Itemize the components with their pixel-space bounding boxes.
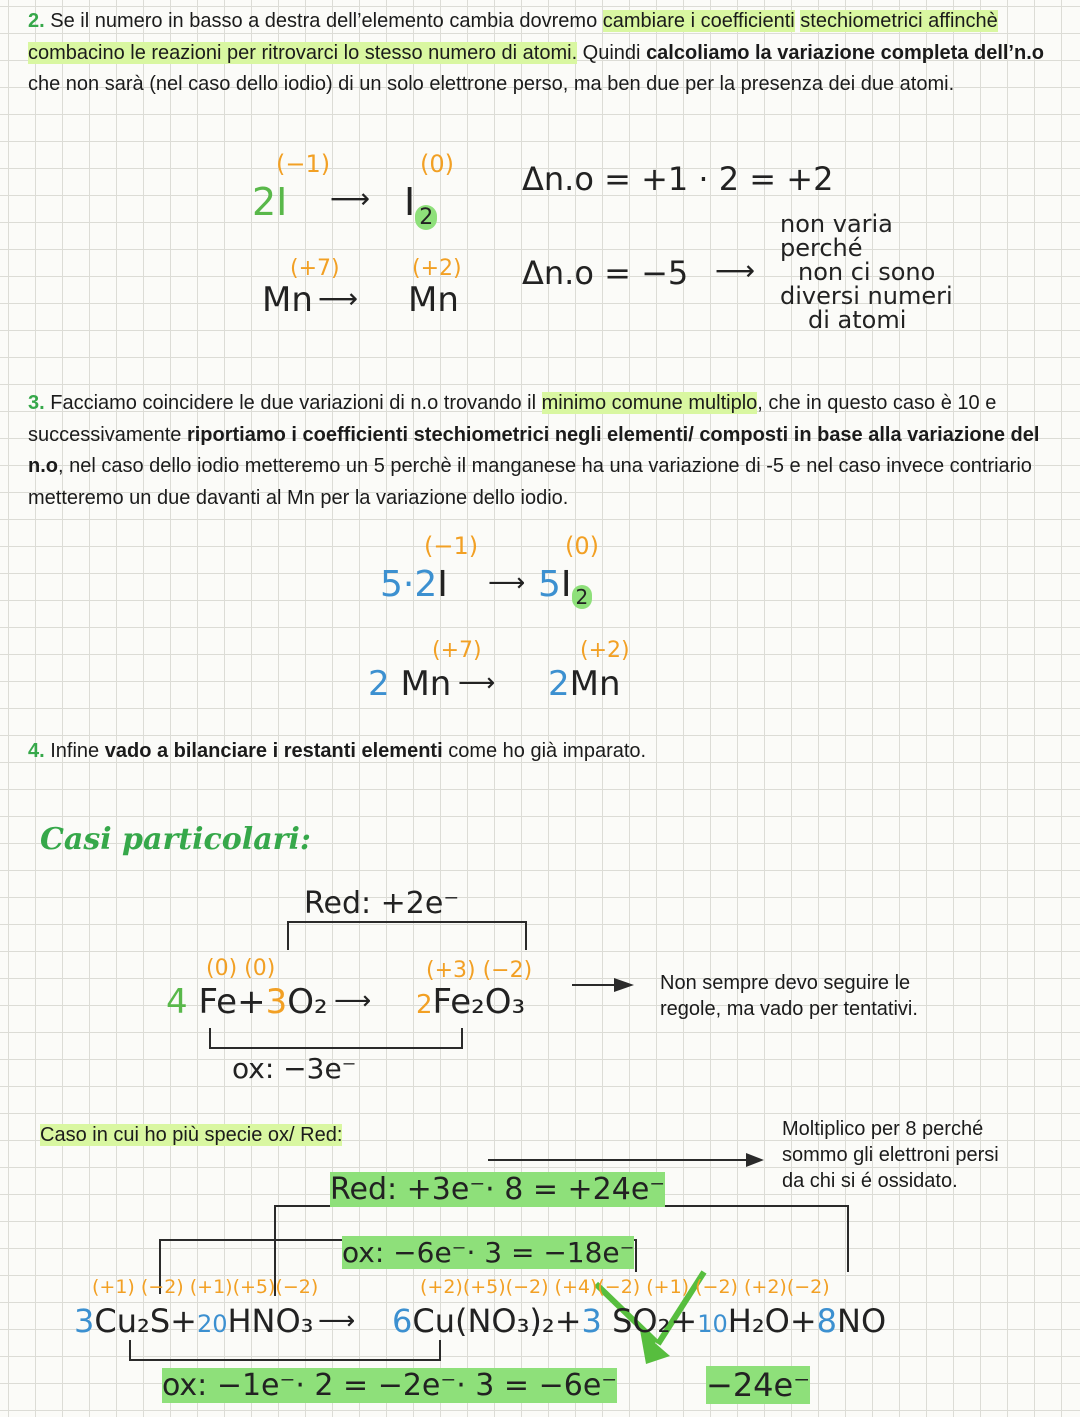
- ox-number: (+7): [432, 638, 482, 663]
- text: Quindi: [577, 41, 647, 64]
- equation-products: 6Cu(NO₃)₂+3 SO₂+10H₂O+8NO: [392, 1302, 887, 1340]
- step-number: 4.: [28, 740, 45, 762]
- bold-text: riportiamo i coefficienti stechiometrici negli elementi/ composti in base alla variazione del n.o: [28, 423, 1040, 477]
- ox-number: (0): [565, 532, 599, 560]
- text: , nel caso dello iodio metteremo un 5 perchè il manganese ha una variazione di -5 e nel caso invece contriario metteremo un due davanti al Mn per la variazione dello iodio.: [28, 455, 1032, 509]
- section-heading: Casi particolari:: [40, 822, 311, 857]
- ox-number: (+3) (−2): [426, 958, 533, 983]
- red-label: Red: +2e⁻: [304, 886, 460, 921]
- iodine-reactant: 2I: [252, 180, 288, 224]
- ox-number: (+2): [412, 256, 462, 281]
- text: come ho già imparato.: [442, 740, 647, 762]
- equation-reactants: 3Cu₂S+20HNO₃: [74, 1302, 314, 1340]
- mn-reactant: 2 Mn: [368, 664, 452, 704]
- ox-label: ox: −3e⁻: [232, 1052, 357, 1085]
- ox-top-label: ox: −6e⁻· 3 = −18e⁻: [342, 1236, 635, 1269]
- arrow-icon: ⟶: [318, 1306, 356, 1336]
- mn-product: 2Mn: [548, 664, 621, 704]
- ox-number: (0) (0): [206, 956, 276, 981]
- bold-text: vado a bilanciare i restanti elementi: [104, 740, 443, 762]
- arrow-icon: ⟶: [715, 254, 756, 287]
- fe-equation: 4 Fe+3O₂: [166, 982, 328, 1022]
- highlight: cambiare i coefficienti: [602, 10, 795, 32]
- text: Facciamo coincidere le due variazioni di n.o trovando il: [44, 392, 542, 414]
- ox-number: (+2)(+5)(−2) (+4)(−2) (+1) (−2) (+2)(−2): [420, 1276, 830, 1298]
- step-number: 2.: [28, 10, 45, 32]
- ox-number: (+7): [290, 256, 340, 281]
- bold-text: calcoliamo la variazione completa dell’n.o: [646, 41, 1044, 64]
- fe-product: 2Fe₂O₃: [416, 982, 526, 1022]
- iodine-product: I $_2$: [404, 180, 437, 230]
- red-label: Red: +3e⁻· 8 = +24e⁻: [330, 1172, 666, 1207]
- iodine-product: 5I $_2$: [538, 564, 592, 609]
- case-label: Caso in cui ho più specie ox/ Red:: [40, 1124, 343, 1146]
- ox-number: (−1): [276, 150, 331, 178]
- ox-bottom-label: ox: −1e⁻· 2 = −2e⁻· 3 = −6e⁻: [162, 1368, 618, 1403]
- highlight: minimo comune multiplo: [541, 392, 758, 414]
- step-number: 3.: [28, 392, 45, 414]
- ox-number: (−1): [424, 532, 479, 560]
- highlight: stechiometrici affinchè combacino le reazioni per ritrovarci lo stesso numero di atomi.: [28, 10, 998, 64]
- ox-number: (+2): [580, 638, 630, 663]
- ox-number: (0): [420, 150, 454, 178]
- text: Infine: [44, 740, 105, 762]
- mn-product: Mn: [408, 280, 459, 320]
- arrow-icon: ⟶: [330, 182, 371, 215]
- delta-no-mn: Δn.o = −5: [522, 254, 689, 292]
- arrow-icon: ⟶: [458, 668, 496, 698]
- arrow-icon: ⟶: [488, 568, 526, 598]
- delta-no-iodine: Δn.o = +1 · 2 = +2: [522, 160, 834, 198]
- iodine-reactant: 5·2I: [380, 564, 448, 605]
- mn-reactant: Mn: [262, 280, 313, 320]
- handwritten-note: non varia perché non ci sono diversi numeri di atomi: [780, 210, 953, 334]
- ox-total: −24e⁻: [706, 1366, 811, 1404]
- text: che non sarà (nel caso dello iodio) di un solo elettrone perso, ma ben due per la presenza dei due atomi.: [28, 73, 955, 95]
- arrow-icon: ⟶: [334, 986, 372, 1016]
- text: , che in questo caso è 10 e successivamente: [28, 392, 997, 446]
- arrow-icon: ⟶: [318, 282, 359, 315]
- ox-number: (+1) (−2) (+1)(+5)(−2): [92, 1276, 319, 1298]
- note-text: Non sempre devo seguire le regole, ma vado per tentativi.: [660, 972, 918, 1020]
- note-text: Moltiplico per 8 perché sommo gli elettroni persi da chi si é ossidato.: [782, 1118, 999, 1192]
- text: Se il numero in basso a destra dell’elemento cambia dovremo: [44, 10, 603, 32]
